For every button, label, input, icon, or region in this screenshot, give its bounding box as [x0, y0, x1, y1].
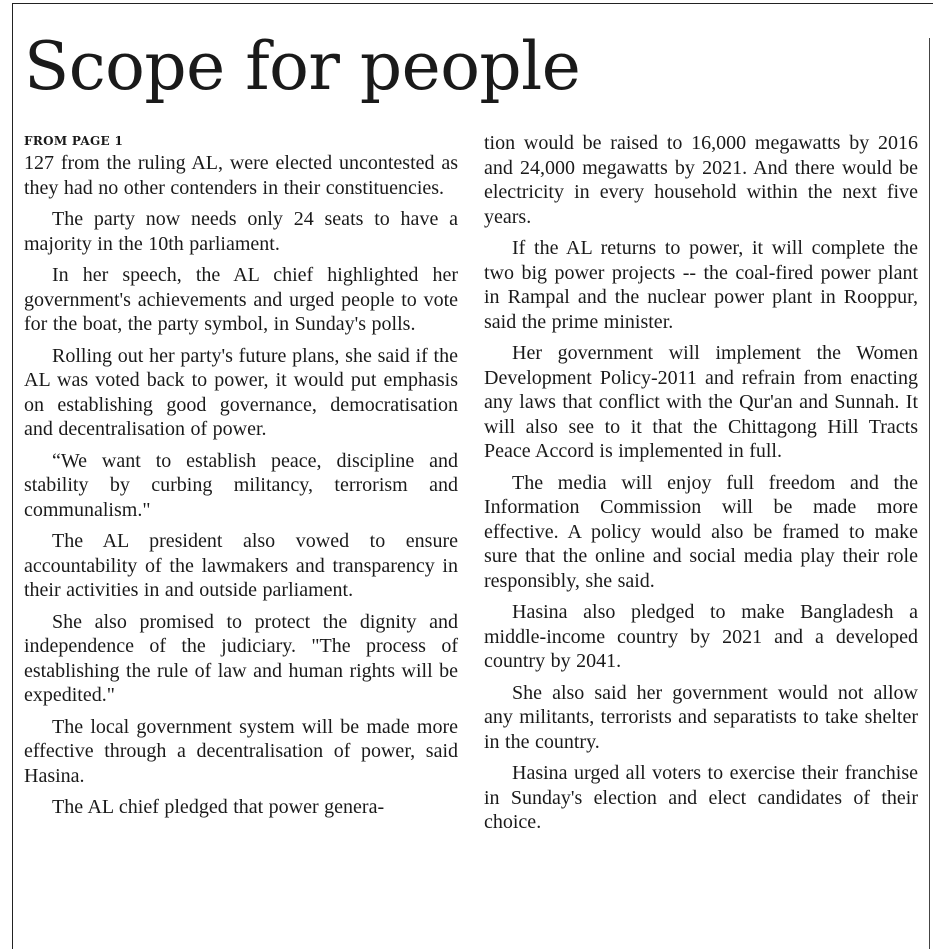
paragraph: She also promised to protect the dignity and independence of the judiciary. "The process of establishing the rule of law and human rights will be expedited." — [24, 610, 458, 706]
paragraph: The local government system will be made more effective through a decentralisation of power, said Hasina. — [24, 715, 458, 787]
paragraph: tion would be raised to 16,000 megawatts by 2016 and 24,000 megawatts by 2021. And there would be electricity in every household within the next five years. — [484, 132, 918, 228]
right-border-rule — [929, 38, 930, 949]
paragraph: The media will enjoy full freedom and the Information Commission will be made more effective. A policy would also be framed to make sure that the online and social media play their role responsibly, she said. — [484, 471, 918, 592]
headline: Scope for people — [24, 28, 581, 105]
paragraph: “We want to establish peace, discipline and stability by curbing militancy, terrorism and communalism." — [24, 449, 458, 521]
continuation-kicker: FROM PAGE 1 — [24, 134, 124, 148]
paragraph: Her government will implement the Women Development Policy-2011 and refrain from enacting any laws that conflict with the Qur'an and Sunnah. It will also see to it that the Chittagong Hill Tracts Peace Accord is implemented in full. — [484, 342, 918, 462]
paragraph: Rolling out her party's future plans, she said if the AL was voted back to power, it would put emphasis on establishing good governance, democratisation and decentralisation of power. — [24, 344, 458, 440]
paragraph: In her speech, the AL chief highlighted her government's achievements and urged people to vote for the boat, the party symbol, in Sunday's polls. — [24, 264, 458, 335]
paragraph: The AL president also vowed to ensure accountability of the lawmakers and transparency in their activities in and outside parliament. — [24, 530, 458, 601]
article-column-right — [484, 131, 918, 842]
paragraph: If the AL returns to power, it will complete the two big power projects -- the coal-fired power plant in Rampal and the nuclear power plant in Rooppur, said the prime minister. — [484, 237, 918, 333]
paragraph: 127 from the ruling AL, were elected uncontested as they had no other contenders in their constituencies. — [24, 152, 458, 199]
paragraph: Hasina also pledged to make Bangladesh a middle-income country by 2021 and a developed country by 2041. — [484, 601, 918, 672]
paragraph: She also said her government would not allow any militants, terrorists and separatists to take shelter in the country. — [484, 681, 918, 753]
top-border-rule — [12, 3, 933, 4]
left-border-rule — [12, 3, 13, 949]
paragraph: The AL chief pledged that power genera- — [52, 796, 385, 818]
paragraph: The party now needs only 24 seats to have a majority in the 10th parliament. — [24, 208, 458, 255]
paragraph: Hasina urged all voters to exercise their franchise in Sunday's election and elect candidates of their choice. — [484, 762, 918, 833]
article-column-left — [24, 131, 458, 827]
